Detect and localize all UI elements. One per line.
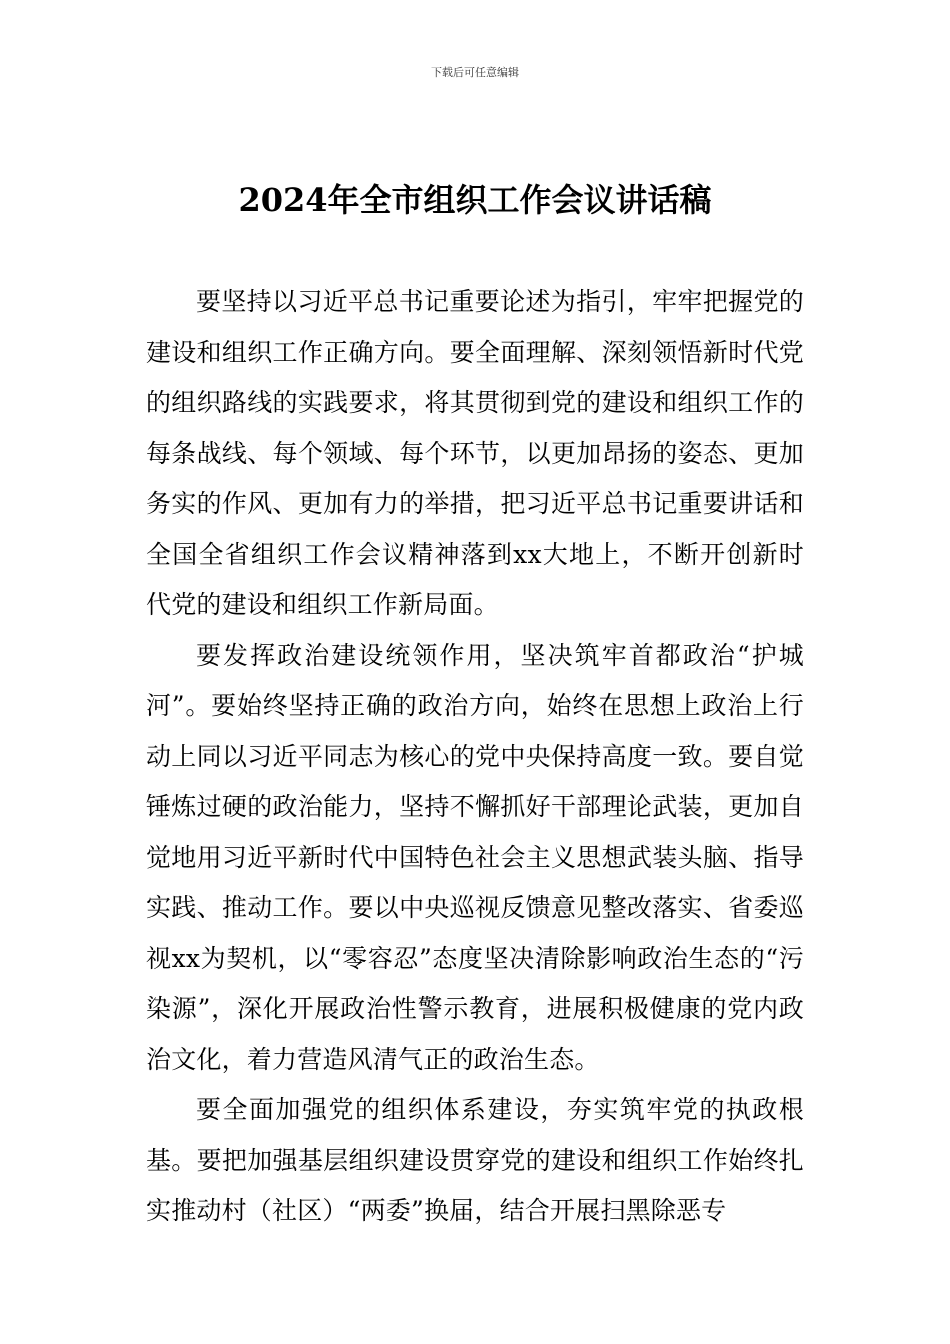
document-body [146,277,804,1237]
paragraph-2: 要发挥政治建设统领作用，坚决筑牢首都政治“护城河”。要始终坚持正确的政治方向，始终在思想上政治上行动上同以习近平同志为核心的党中央保持高度一致。要自觉锤炼过硬的政治能力，坚持不懈抓好干部理论武装，更加自觉地用习近平新时代中国特色社会主义思想武装头脑、指导实践、推动工作。要以中央巡视反馈意见整改落实、省委巡视xx为契机，以“零容忍”态度坚决清除影响政治生态的“污染源”，深化开展政治性警示教育，进展积极健康的党内政治文化，着力营造风清气正的政治生态。 [146,640,804,1074]
paragraph-1: 要坚持以习近平总书记重要论述为指引，牢牢把握党的建设和组织工作正确方向。要全面理解、深刻领悟新时代党的组织路线的实践要求，将其贯彻到党的建设和组织工作的每条战线、每个领域、每个环节，以更加昂扬的姿态、更加务实的作风、更加有力的举措，把习近平总书记重要讲话和全国全省组织工作会议精神落到xx大地上，不断开创新时代党的建设和组织工作新局面。 [146,287,804,619]
document-title: 2024年全市组织工作会议讲话稿 [238,181,712,219]
paragraph-3: 要全面加强党的组织体系建设，夯实筑牢党的执政根基。要把加强基层组织建设贯穿党的建设和组织工作始终扎实推动村（社区）“两委”换届，结合开展扫黑除恶专 [146,1095,804,1225]
header-note: 下载后可任意编辑 [431,66,519,79]
